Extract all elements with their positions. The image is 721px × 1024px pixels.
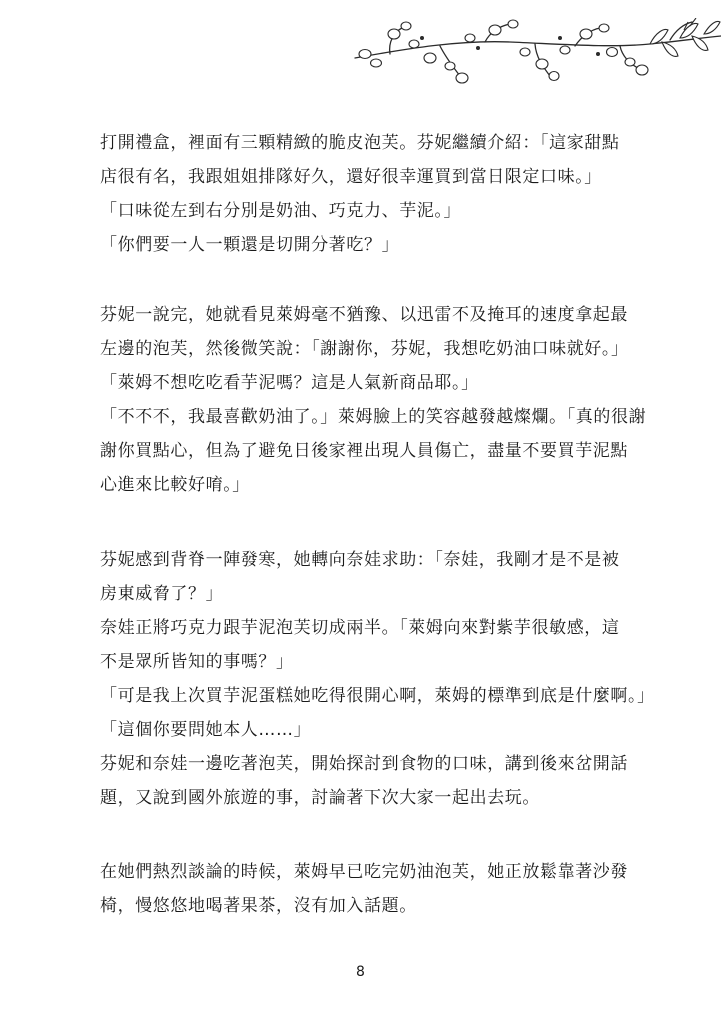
text-line: 左邊的泡芙，然後微笑說：「謝謝你，芬妮，我想吃奶油口味就好。」 — [100, 339, 629, 359]
paragraph-2 — [100, 298, 647, 502]
text-line: 房東威脅了？」 — [100, 584, 224, 604]
text-line: 「不不不，我最喜歡奶油了。」萊姆臉上的笑容越發越燦爛。「真的很謝 — [100, 407, 647, 427]
page-number: 8 — [356, 964, 365, 980]
paragraph-1 — [100, 126, 630, 262]
text-line: 「你們要一人一顆還是切開分著吃？」 — [100, 235, 400, 255]
text-line: 心進來比較好唷。」 — [100, 475, 250, 495]
text-line: 店很有名，我跟姐姐排隊好久，還好很幸運買到當日限定口味。」 — [100, 167, 602, 187]
text-line: 題，又說到國外旅遊的事，討論著下次大家一起出去玩。 — [100, 788, 540, 808]
text-line: 打開禮盒，裡面有三顆精緻的脆皮泡芙。芬妮繼續介紹：「這家甜點 — [100, 133, 620, 153]
text-line: 「可是我上次買芋泥蛋糕她吃得很開心啊，萊姆的標準到底是什麼啊。」 — [100, 686, 655, 706]
text-line: 謝你買點心，但為了避免日後家裡出現人員傷亡，盡量不要買芋泥點 — [100, 441, 628, 461]
paragraph-4 — [100, 855, 630, 923]
vine-branch-icon — [350, 18, 721, 90]
text-line: 「口味從左到右分別是奶油、巧克力、芋泥。」 — [100, 201, 462, 221]
text-line: 芬妮一說完，她就看見萊姆毫不猶豫、以迅雷不及掩耳的速度拿起最 — [100, 305, 628, 325]
text-line: 椅，慢悠悠地喝著果茶，沒有加入話題。 — [100, 896, 417, 916]
text-line: 奈娃正將巧克力跟芋泥泡芙切成兩半。「萊姆向來對紫芋很敏感，這 — [100, 618, 620, 638]
text-line: 不是眾所皆知的事嗎？」 — [100, 652, 294, 672]
text-line: 「這個你要問她本人……」 — [100, 720, 312, 740]
text-line: 「萊姆不想吃吃看芋泥嗎？這是人氣新商品耶。」 — [100, 373, 479, 393]
text-line: 芬妮和奈娃一邊吃著泡芙，開始探討到食物的口味，講到後來岔開話 — [100, 754, 628, 774]
text-line: 芬妮感到背脊一陣發寒，她轉向奈娃求助：「奈娃，我剛才是不是被 — [100, 550, 620, 570]
text-line: 在她們熱烈談論的時候，萊姆早已吃完奶油泡芙，她正放鬆靠著沙發 — [100, 862, 628, 882]
paragraph-3 — [100, 543, 655, 815]
